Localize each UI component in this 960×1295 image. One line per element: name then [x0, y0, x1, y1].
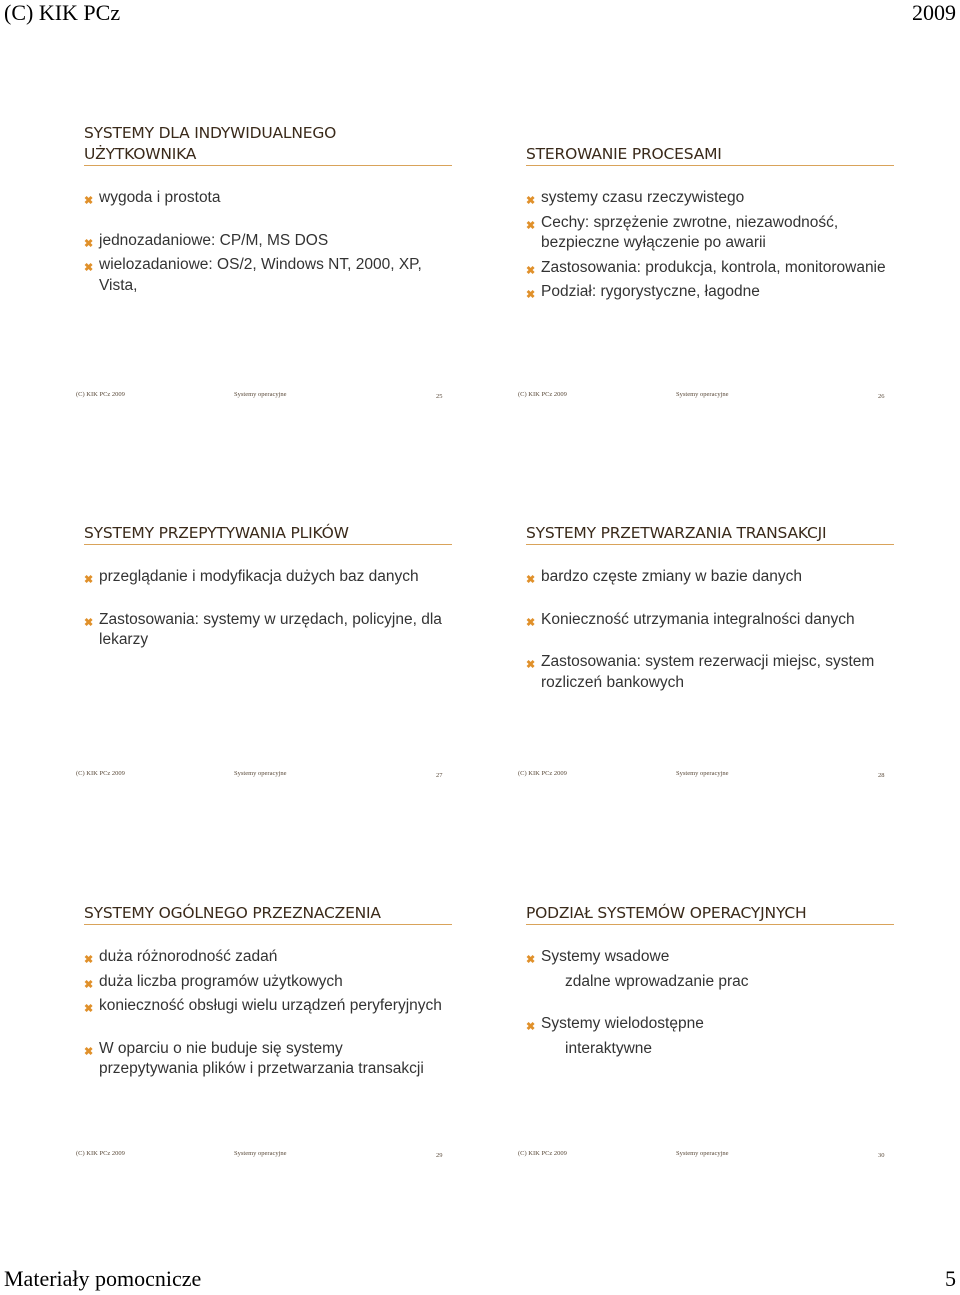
bullet-item — [526, 947, 886, 968]
footer-source: (C) KIK PCz 2009 — [518, 391, 567, 398]
bullet-item — [84, 567, 444, 588]
bullet-item — [526, 1014, 886, 1035]
footer-source: (C) KIK PCz 2009 — [76, 391, 125, 398]
bullet-item — [84, 947, 444, 968]
slide-number: 28 — [878, 772, 885, 779]
bullet-item — [526, 188, 886, 209]
bullet-text: wygoda i prostota — [99, 189, 221, 206]
slide-title — [84, 504, 452, 544]
footer-course: Systemy operacyjne — [234, 1150, 287, 1157]
slide-number: 27 — [436, 772, 443, 779]
bullet-cross-icon: ✖ — [526, 1021, 536, 1033]
footer-source: (C) KIK PCz 2009 — [518, 770, 567, 777]
bullet-cross-icon: ✖ — [526, 616, 536, 629]
slide-title — [84, 884, 452, 924]
slide-title-line: SYSTEMY PRZEPYTYWANIA PLIKÓW — [84, 524, 349, 542]
footer-source: (C) KIK PCz 2009 — [76, 1150, 125, 1157]
bullet-text: duża różnorodność zadań — [99, 948, 278, 965]
footer-source: (C) KIK PCz 2009 — [76, 770, 125, 777]
slide-title-line: UŻYTKOWNIKA — [84, 145, 197, 163]
slide-title — [84, 125, 452, 165]
bullet-text: Konieczność utrzymania integralności danych — [541, 610, 855, 628]
bullet-item — [84, 610, 444, 651]
page-header-right: 2009 — [912, 0, 956, 25]
bullet-item — [526, 282, 886, 303]
title-underline — [526, 924, 894, 925]
bullet-cross-icon: ✖ — [526, 219, 536, 232]
page-footer-right: 5 — [945, 1266, 956, 1291]
slide-27 — [76, 504, 454, 794]
bullet-list — [84, 947, 444, 1084]
bullet-text: W oparciu o nie buduje się systemy przepytywania plików i przetwarzania transakcji — [99, 1039, 424, 1077]
bullet-subitem: interaktywne — [565, 1039, 653, 1057]
bullet-text: bardzo częste zmiany w bazie danych — [541, 568, 803, 585]
bullet-cross-icon: ✖ — [84, 195, 94, 207]
slide-30 — [518, 884, 896, 1174]
page-header-left: (C) KIK PCz — [4, 0, 121, 25]
bullet-item — [526, 258, 886, 279]
slide-26 — [518, 125, 896, 415]
page-footer-left: Materiały pomocnicze — [4, 1266, 202, 1291]
slide-29 — [76, 884, 454, 1174]
bullet-item — [84, 255, 444, 296]
bullet-item — [84, 972, 444, 993]
slide-number: 29 — [436, 1152, 443, 1159]
bullet-text: duża liczba programów użytkowych — [99, 972, 343, 990]
bullet-text: przeglądanie i modyfikacja dużych baz danych — [99, 568, 419, 585]
slide-title-line: SYSTEMY DLA INDYWIDUALNEGO — [84, 124, 337, 142]
bullet-cross-icon: ✖ — [526, 195, 536, 207]
bullet-text: Podział: rygorystyczne, łagodne — [541, 283, 760, 300]
bullet-item — [84, 1039, 444, 1080]
slide-number: 25 — [436, 393, 443, 400]
title-underline — [526, 544, 894, 545]
bullet-list — [84, 567, 444, 655]
bullet-list — [526, 947, 886, 1063]
bullet-cross-icon: ✖ — [84, 1003, 94, 1015]
slide-number: 26 — [878, 393, 885, 400]
bullet-cross-icon: ✖ — [84, 1045, 94, 1058]
bullet-item — [526, 610, 886, 631]
bullet-subitem: zdalne wprowadzanie prac — [565, 972, 749, 990]
bullet-cross-icon: ✖ — [526, 264, 536, 277]
bullet-cross-icon: ✖ — [84, 262, 94, 274]
footer-course: Systemy operacyjne — [676, 391, 729, 398]
bullet-item — [526, 567, 886, 588]
bullet-text: Zastosowania: systemy w urzędach, policyjne, dla lekarzy — [99, 610, 442, 648]
footer-course: Systemy operacyjne — [234, 770, 287, 777]
bullet-list — [526, 188, 886, 307]
bullet-text: jednozadaniowe: CP/M, MS DOS — [99, 231, 329, 249]
bullet-text: Zastosowania: system rezerwacji miejsc, system rozliczeń bankowych — [541, 653, 875, 691]
bullet-text: wielozadaniowe: OS/2, Windows NT, 2000, XP, Vista, — [99, 256, 422, 294]
slide-title — [526, 504, 894, 544]
bullet-cross-icon: ✖ — [526, 954, 536, 966]
bullet-item — [84, 231, 444, 252]
bullet-cross-icon: ✖ — [526, 574, 536, 586]
bullet-cross-icon: ✖ — [84, 574, 94, 586]
bullet-list — [526, 567, 886, 697]
footer-course: Systemy operacyjne — [676, 770, 729, 777]
bullet-cross-icon: ✖ — [526, 289, 536, 301]
bullet-text: Systemy wsadowe — [541, 948, 670, 965]
bullet-item — [526, 213, 886, 254]
bullet-cross-icon: ✖ — [84, 954, 94, 966]
title-underline — [526, 165, 894, 166]
bullet-item — [84, 188, 444, 209]
bullet-cross-icon: ✖ — [526, 659, 536, 671]
footer-source: (C) KIK PCz 2009 — [518, 1150, 567, 1157]
title-underline — [84, 544, 452, 545]
slide-25 — [76, 124, 454, 415]
slide-title-line: PODZIAŁ SYSTEMÓW OPERACYJNYCH — [526, 904, 807, 922]
bullet-cross-icon: ✖ — [84, 616, 94, 629]
bullet-text: systemy czasu rzeczywistego — [541, 189, 745, 206]
slide-title-line: SYSTEMY PRZETWARZANIA TRANSAKCJI — [526, 524, 827, 542]
bullet-text: Cechy: sprzężenie zwrotne, niezawodność, bezpieczne wyłączenie po awarii — [541, 213, 839, 251]
bullet-item — [84, 996, 444, 1017]
slide-title — [526, 884, 894, 924]
footer-course: Systemy operacyjne — [676, 1150, 729, 1157]
bullet-item — [526, 652, 886, 693]
title-underline — [84, 924, 452, 925]
title-underline — [84, 165, 452, 166]
slide-title-line: STEROWANIE PROCESAMI — [526, 145, 722, 163]
bullet-text: Zastosowania: produkcja, kontrola, monitorowanie — [541, 258, 886, 276]
bullet-cross-icon: ✖ — [84, 978, 94, 991]
slide-title-line: SYSTEMY OGÓLNEGO PRZEZNACZENIA — [84, 904, 381, 922]
slide-28 — [518, 504, 896, 794]
bullet-text: konieczność obsługi wielu urządzeń peryferyjnych — [99, 997, 442, 1014]
footer-course: Systemy operacyjne — [234, 391, 287, 398]
bullet-list — [84, 188, 444, 300]
slide-number: 30 — [878, 1152, 885, 1159]
bullet-cross-icon: ✖ — [84, 237, 94, 250]
bullet-text: Systemy wielodostępne — [541, 1015, 704, 1032]
slide-title — [526, 125, 894, 165]
